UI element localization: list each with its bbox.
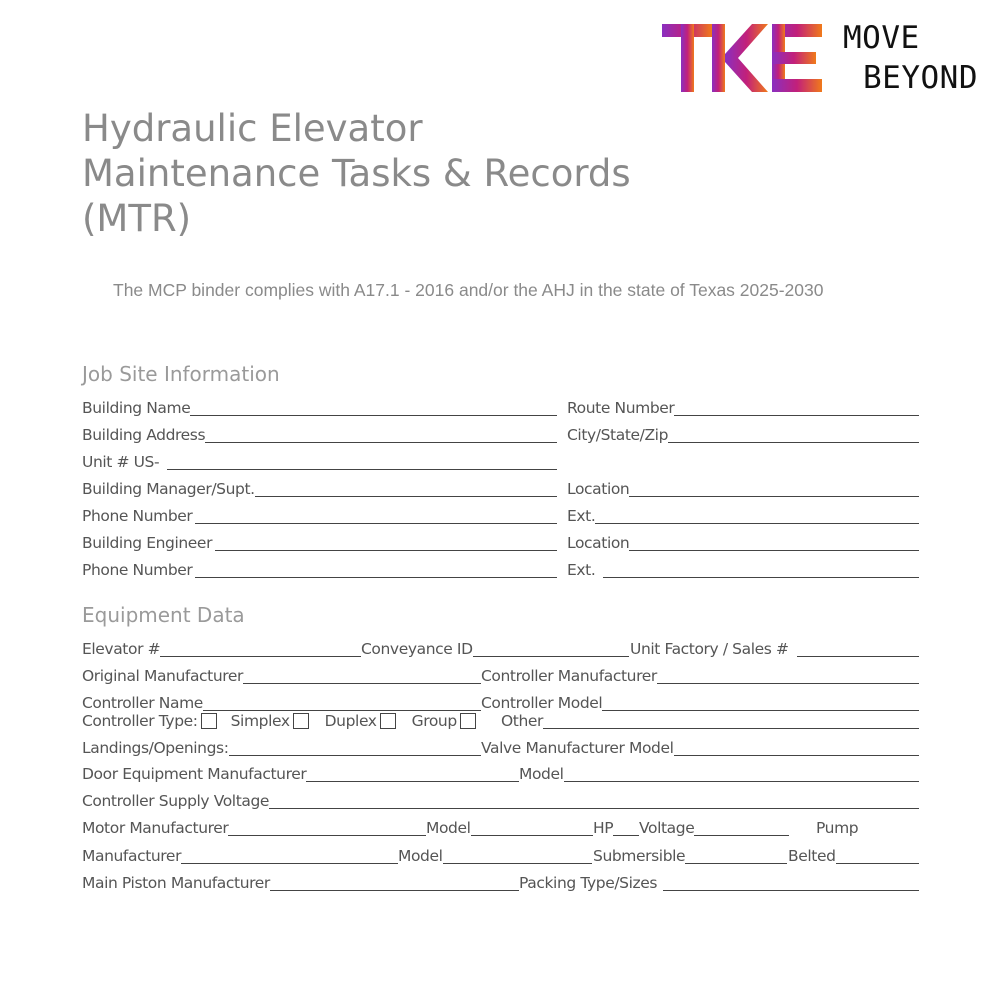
title-line-3: (MTR): [82, 197, 192, 240]
job-row-1: [82, 397, 919, 419]
equip-row-7: [82, 817, 919, 839]
compliance-statement: The MCP binder complies with A17.1 - 2016 and/or the AHJ in the state of Texas 2025-2030: [113, 280, 824, 300]
equip-row-controller-type: [82, 710, 919, 732]
hp-label: HP: [593, 819, 614, 837]
location-label-1: Location: [567, 480, 630, 498]
motor-model-field[interactable]: [426, 817, 593, 839]
motor-manufacturer-label: Motor Manufacturer: [82, 819, 229, 837]
door-model-label: Model: [519, 765, 564, 783]
building-engineer-label: Building Engineer: [82, 534, 213, 552]
ext-label-1: Ext.: [567, 507, 596, 525]
simplex-checkbox[interactable]: [293, 713, 309, 729]
pump-manufacturer-field[interactable]: [82, 845, 398, 867]
controller-supply-voltage-label: Controller Supply Voltage: [82, 792, 270, 810]
duplex-checkbox[interactable]: [380, 713, 396, 729]
tagline-beyond: BEYOND: [863, 60, 978, 96]
building-address-field[interactable]: [82, 424, 557, 446]
job-row-2: [82, 424, 919, 446]
original-manufacturer-label: Original Manufacturer: [82, 667, 244, 685]
job-row-3: [82, 451, 919, 473]
job-row-4: [82, 478, 919, 500]
equip-row-4: [82, 737, 919, 759]
motor-manufacturer-field[interactable]: [82, 817, 426, 839]
job-row-5: [82, 505, 919, 527]
pump-label: Pump: [816, 819, 859, 837]
building-engineer-field[interactable]: [82, 532, 557, 554]
building-manager-field[interactable]: [82, 478, 557, 500]
hp-field[interactable]: [593, 817, 639, 839]
building-address-label: Building Address: [82, 426, 206, 444]
equip-row-8: [82, 845, 919, 867]
tke-logo: [662, 24, 822, 92]
unit-number-field[interactable]: [82, 451, 557, 473]
location-field-2[interactable]: [567, 532, 919, 554]
ext-field-2[interactable]: [567, 559, 919, 581]
equip-row-6: [82, 790, 919, 812]
group-label: Group: [411, 712, 457, 730]
landings-openings-field[interactable]: [82, 737, 481, 759]
city-state-zip-field[interactable]: [567, 424, 919, 446]
unit-factory-field[interactable]: [630, 638, 919, 660]
title-line-1: Hydraulic Elevator: [82, 107, 423, 150]
duplex-label: Duplex: [324, 712, 377, 730]
elevator-number-field[interactable]: [82, 638, 361, 660]
ext-label-2: Ext.: [567, 561, 596, 579]
simplex-label: Simplex: [230, 712, 290, 730]
original-manufacturer-field[interactable]: [82, 665, 481, 687]
tagline-move: MOVE: [843, 20, 920, 56]
pump-model-field[interactable]: [398, 845, 592, 867]
door-equipment-label: Door Equipment Manufacturer: [82, 765, 307, 783]
unit-number-label: Unit # US-: [82, 453, 160, 471]
door-model-field[interactable]: [519, 763, 919, 785]
controller-name-label: Controller Name: [82, 694, 203, 712]
phone-number-field-1[interactable]: [82, 505, 557, 527]
packing-type-label: Packing Type/Sizes: [519, 874, 658, 892]
equip-row-9: [82, 872, 919, 894]
motor-model-label: Model: [426, 819, 471, 837]
group-checkbox[interactable]: [460, 713, 476, 729]
job-row-6: [82, 532, 919, 554]
controller-manufacturer-field[interactable]: [481, 665, 919, 687]
equip-row-5: [82, 763, 919, 785]
pump-heading: [816, 817, 858, 839]
city-state-zip-label: City/State/Zip: [567, 426, 669, 444]
controller-type-label: Controller Type:: [82, 712, 198, 730]
phone-number-label-1: Phone Number: [82, 507, 193, 525]
location-field-1[interactable]: [567, 478, 919, 500]
equipment-heading: Equipment Data: [82, 603, 245, 627]
location-label-2: Location: [567, 534, 630, 552]
valve-manufacturer-field[interactable]: [481, 737, 919, 759]
controller-type-group: [82, 710, 484, 732]
controller-supply-voltage-field[interactable]: [82, 790, 919, 812]
phone-number-label-2: Phone Number: [82, 561, 193, 579]
title-line-2: Maintenance Tasks & Records: [82, 152, 631, 195]
building-name-label: Building Name: [82, 399, 191, 417]
other-field[interactable]: [501, 710, 919, 732]
equip-row-1: [82, 638, 919, 660]
voltage-label: Voltage: [639, 819, 695, 837]
packing-type-field[interactable]: [519, 872, 919, 894]
belted-label: Belted: [788, 847, 836, 865]
controller-model-label: Controller Model: [481, 694, 603, 712]
job-row-7: [82, 559, 919, 581]
ext-field-1[interactable]: [567, 505, 919, 527]
voltage-field[interactable]: [639, 817, 789, 839]
submersible-field[interactable]: [593, 845, 787, 867]
route-number-label: Route Number: [567, 399, 675, 417]
pump-model-label: Model: [398, 847, 443, 865]
elevator-number-label: Elevator #: [82, 640, 161, 658]
unit-factory-label: Unit Factory / Sales #: [630, 640, 789, 658]
conveyance-id-field[interactable]: [361, 638, 629, 660]
phone-number-field-2[interactable]: [82, 559, 557, 581]
main-piston-field[interactable]: [82, 872, 519, 894]
door-equipment-field[interactable]: [82, 763, 519, 785]
equip-row-2: [82, 665, 919, 687]
controller-type-blank-checkbox[interactable]: [201, 713, 217, 729]
other-label: Other: [501, 712, 544, 730]
building-name-field[interactable]: [82, 397, 557, 419]
route-number-field[interactable]: [567, 397, 919, 419]
job-site-heading: Job Site Information: [82, 362, 280, 386]
submersible-label: Submersible: [593, 847, 686, 865]
valve-manufacturer-label: Valve Manufacturer Model: [481, 739, 674, 757]
belted-field[interactable]: [788, 845, 919, 867]
pump-manufacturer-label: Manufacturer: [82, 847, 182, 865]
landings-openings-label: Landings/Openings:: [82, 739, 229, 757]
building-manager-label: Building Manager/Supt.: [82, 480, 255, 498]
controller-manufacturer-label: Controller Manufacturer: [481, 667, 657, 685]
conveyance-id-label: Conveyance ID: [361, 640, 473, 658]
main-piston-label: Main Piston Manufacturer: [82, 874, 270, 892]
